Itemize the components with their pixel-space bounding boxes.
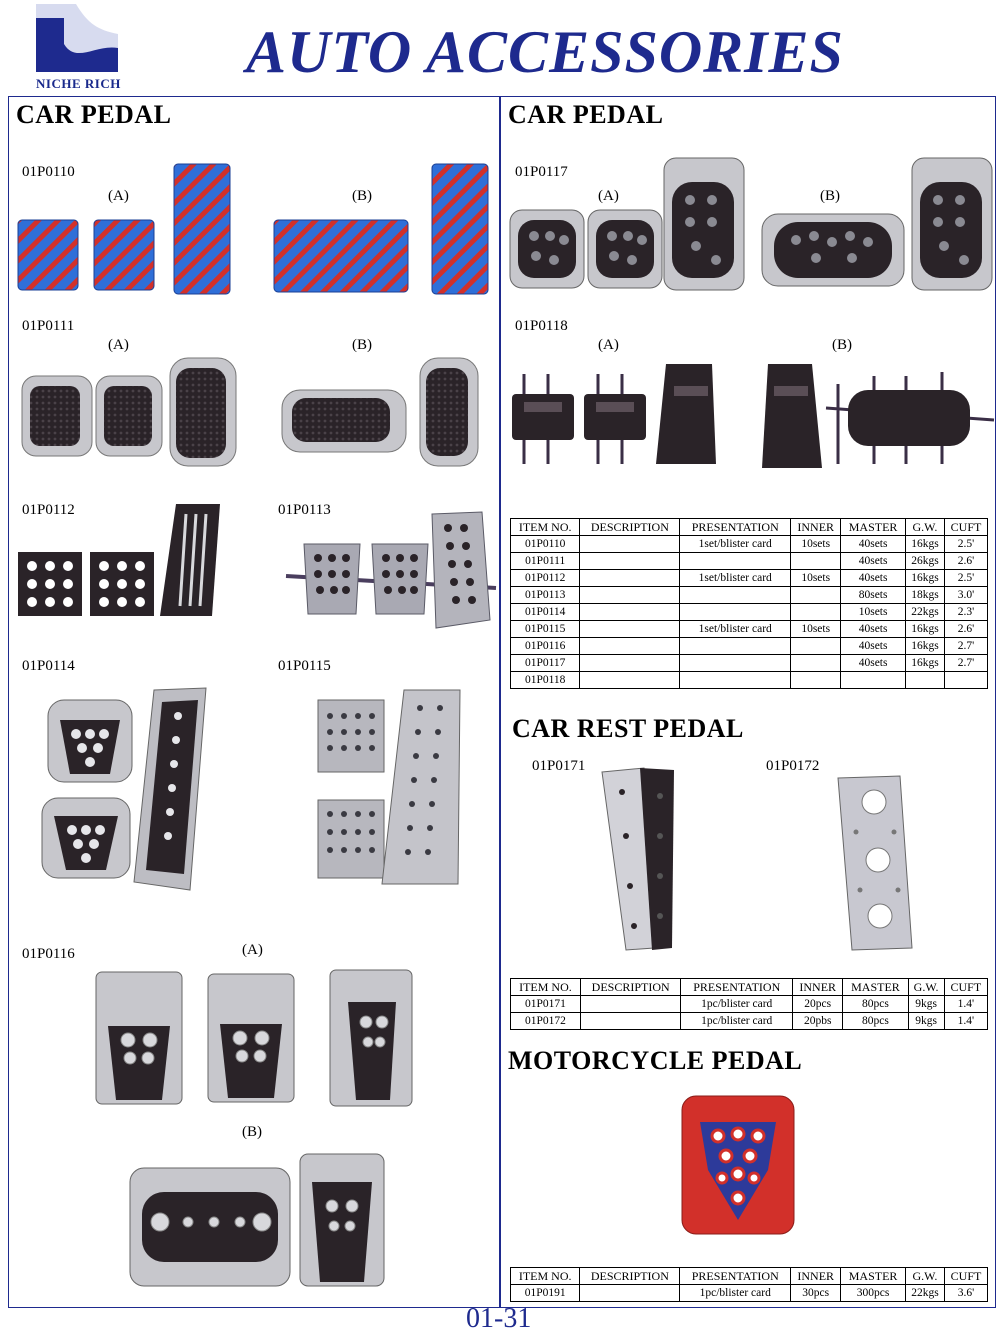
col-header: G.W. xyxy=(908,979,944,996)
table-cell: 80sets xyxy=(841,587,906,604)
table-cell: 1.4' xyxy=(944,1013,987,1030)
table-row xyxy=(511,996,988,1013)
table-cell xyxy=(791,587,841,604)
table-cell: 3.0' xyxy=(945,587,988,604)
table-cell: 10sets xyxy=(791,621,841,638)
table-cell: 80pcs xyxy=(843,996,908,1013)
table-cell xyxy=(580,1013,681,1030)
product-code-01p0116: 01P0116 xyxy=(22,946,75,962)
table-cell: 01P0110 xyxy=(511,536,580,553)
table-cell: 9kgs xyxy=(908,1013,944,1030)
table-cell xyxy=(791,672,841,689)
table-cell: 1.4' xyxy=(944,996,987,1013)
table-cell: 01P0116 xyxy=(511,638,580,655)
table-cell: 40sets xyxy=(841,570,906,587)
pedal-01p0116-b-image xyxy=(126,1150,396,1290)
table-cell: 2.6' xyxy=(945,553,988,570)
table-cell xyxy=(680,638,791,655)
car-rest-pedal-title: CAR REST PEDAL xyxy=(512,714,744,743)
pedal-01p0111-image xyxy=(16,352,496,472)
table-cell xyxy=(580,996,681,1013)
table-cell xyxy=(680,553,791,570)
motorcycle-pedal-image xyxy=(680,1094,796,1236)
car-pedal-spec-table xyxy=(510,518,988,689)
table-cell: 1set/blister card xyxy=(680,621,791,638)
table-cell: 1set/blister card xyxy=(680,536,791,553)
col-header: G.W. xyxy=(905,519,944,536)
table-cell: 3.6' xyxy=(945,1285,988,1302)
table-cell xyxy=(791,604,841,621)
table-cell xyxy=(791,655,841,672)
table-cell: 16kgs xyxy=(905,621,944,638)
car-rest-pedal-spec-table xyxy=(510,978,988,1030)
table-header-row xyxy=(511,979,988,996)
table-cell: 40sets xyxy=(841,638,906,655)
table-cell: 01P0112 xyxy=(511,570,580,587)
table-cell xyxy=(841,672,906,689)
col-header: MASTER xyxy=(841,1268,906,1285)
table-cell: 01P0114 xyxy=(511,604,580,621)
left-section-title: CAR PEDAL xyxy=(16,100,172,129)
table-cell: 01P0191 xyxy=(511,1285,580,1302)
table-cell xyxy=(580,638,680,655)
motorcycle-pedal-title: MOTORCYCLE PEDAL xyxy=(508,1046,803,1075)
table-cell xyxy=(580,536,680,553)
table-cell: 18kgs xyxy=(905,587,944,604)
variant-a-label: (A) xyxy=(598,188,619,204)
table-cell: 10sets xyxy=(841,604,906,621)
table-cell: 2.7' xyxy=(945,638,988,655)
col-header: INNER xyxy=(791,519,841,536)
table-cell: 80pcs xyxy=(843,1013,908,1030)
table-cell: 30pcs xyxy=(791,1285,841,1302)
variant-a-label: (A) xyxy=(108,188,129,204)
product-code-01p0117: 01P0117 xyxy=(515,164,568,180)
table-cell: 40sets xyxy=(841,655,906,672)
product-code-01p0118: 01P0118 xyxy=(515,318,568,334)
table-cell: 40sets xyxy=(841,553,906,570)
table-row xyxy=(511,1285,988,1302)
table-cell: 9kgs xyxy=(908,996,944,1013)
variant-a-label: (A) xyxy=(108,337,129,353)
table-cell: 300pcs xyxy=(841,1285,906,1302)
table-header-row xyxy=(511,519,988,536)
product-code-01p0171: 01P0171 xyxy=(532,758,586,774)
table-cell: 16kgs xyxy=(905,655,944,672)
brand-name: NICHE RICH xyxy=(36,76,121,91)
col-header: ITEM NO. xyxy=(511,1268,580,1285)
variant-b-label: (B) xyxy=(242,1124,262,1140)
col-header: G.W. xyxy=(905,1268,944,1285)
niche-rich-logo xyxy=(36,4,124,94)
table-cell xyxy=(580,587,680,604)
table-cell xyxy=(905,672,944,689)
table-cell xyxy=(791,553,841,570)
table-cell: 1set/blister card xyxy=(680,570,791,587)
table-cell: 1pc/blister card xyxy=(681,1013,793,1030)
col-header: ITEM NO. xyxy=(511,519,580,536)
table-cell: 1pc/blister card xyxy=(681,996,793,1013)
motorcycle-pedal-spec-table xyxy=(510,1267,988,1302)
table-cell xyxy=(680,587,791,604)
table-cell: 01P0117 xyxy=(511,655,580,672)
col-header: DESCRIPTION xyxy=(580,979,681,996)
table-row xyxy=(511,570,988,587)
table-cell xyxy=(580,655,680,672)
table-row xyxy=(511,672,988,689)
table-row xyxy=(511,621,988,638)
table-cell xyxy=(580,1285,680,1302)
table-cell: 2.5' xyxy=(945,570,988,587)
col-header: PRESENTATION xyxy=(680,519,791,536)
table-cell: 01P0111 xyxy=(511,553,580,570)
pedal-01p0116-a-image xyxy=(90,966,420,1112)
table-cell xyxy=(791,638,841,655)
pedal-01p0115-image xyxy=(316,688,466,892)
table-cell: 1pc/blister card xyxy=(680,1285,791,1302)
product-code-01p0115: 01P0115 xyxy=(278,658,331,674)
product-code-01p0111: 01P0111 xyxy=(22,318,75,334)
table-cell: 2.6' xyxy=(945,621,988,638)
table-cell: 2.3' xyxy=(945,604,988,621)
table-header-row xyxy=(511,1268,988,1285)
pedal-01p0118-image xyxy=(506,360,994,472)
variant-b-label: (B) xyxy=(820,188,840,204)
product-code-01p0112: 01P0112 xyxy=(22,502,75,518)
table-cell: 10sets xyxy=(791,536,841,553)
table-cell xyxy=(680,655,791,672)
table-cell: 40sets xyxy=(841,536,906,553)
table-row xyxy=(511,655,988,672)
col-header: DESCRIPTION xyxy=(580,519,680,536)
pedal-01p0112-image xyxy=(16,500,226,620)
col-header: INNER xyxy=(792,979,842,996)
table-cell xyxy=(580,570,680,587)
table-row xyxy=(511,604,988,621)
variant-a-label: (A) xyxy=(242,942,263,958)
table-cell xyxy=(945,672,988,689)
variant-b-label: (B) xyxy=(352,337,372,353)
table-cell xyxy=(580,621,680,638)
table-cell: 16kgs xyxy=(905,536,944,553)
pedal-01p0110-image xyxy=(16,160,496,300)
table-cell: 2.7' xyxy=(945,655,988,672)
col-header: CUFT xyxy=(944,979,987,996)
table-row xyxy=(511,1013,988,1030)
product-code-01p0172: 01P0172 xyxy=(766,758,820,774)
page-number: 01-31 xyxy=(466,1303,532,1334)
product-code-01p0114: 01P0114 xyxy=(22,658,75,674)
table-cell: 22kgs xyxy=(905,604,944,621)
col-header: CUFT xyxy=(945,519,988,536)
table-cell xyxy=(580,604,680,621)
pedal-01p0117-image xyxy=(506,156,994,296)
col-header: PRESENTATION xyxy=(680,1268,791,1285)
table-cell: 01P0113 xyxy=(511,587,580,604)
table-cell: 20pcs xyxy=(792,996,842,1013)
table-cell: 26kgs xyxy=(905,553,944,570)
col-header: PRESENTATION xyxy=(681,979,793,996)
table-cell: 10sets xyxy=(791,570,841,587)
pedal-01p0113-image xyxy=(286,510,496,634)
table-cell xyxy=(580,672,680,689)
table-cell: 01P0172 xyxy=(511,1013,581,1030)
table-cell xyxy=(580,553,680,570)
table-cell xyxy=(680,604,791,621)
page-title: AUTO ACCESSORIES xyxy=(246,19,844,85)
col-header: INNER xyxy=(791,1268,841,1285)
col-header: CUFT xyxy=(945,1268,988,1285)
table-cell: 40sets xyxy=(841,621,906,638)
table-row xyxy=(511,587,988,604)
table-cell: 2.5' xyxy=(945,536,988,553)
pedal-01p0114-image xyxy=(40,686,220,892)
table-cell: 01P0115 xyxy=(511,621,580,638)
table-cell: 20pbs xyxy=(792,1013,842,1030)
variant-b-label: (B) xyxy=(832,337,852,353)
table-row xyxy=(511,553,988,570)
col-header: MASTER xyxy=(843,979,908,996)
col-header: DESCRIPTION xyxy=(580,1268,680,1285)
table-cell: 16kgs xyxy=(905,638,944,655)
right-section-title: CAR PEDAL xyxy=(508,100,664,129)
table-cell: 01P0118 xyxy=(511,672,580,689)
table-cell: 16kgs xyxy=(905,570,944,587)
variant-b-label: (B) xyxy=(352,188,372,204)
rest-pedal-01p0172-image xyxy=(836,776,916,952)
table-cell: 22kgs xyxy=(905,1285,944,1302)
table-row xyxy=(511,638,988,655)
table-cell xyxy=(680,672,791,689)
rest-pedal-01p0171-image xyxy=(600,766,680,952)
col-header: ITEM NO. xyxy=(511,979,581,996)
table-row xyxy=(511,536,988,553)
table-cell: 01P0171 xyxy=(511,996,581,1013)
product-code-01p0113: 01P0113 xyxy=(278,502,331,518)
col-header: MASTER xyxy=(841,519,906,536)
product-code-01p0110: 01P0110 xyxy=(22,164,75,180)
logo-mark-icon xyxy=(36,4,118,72)
variant-a-label: (A) xyxy=(598,337,619,353)
